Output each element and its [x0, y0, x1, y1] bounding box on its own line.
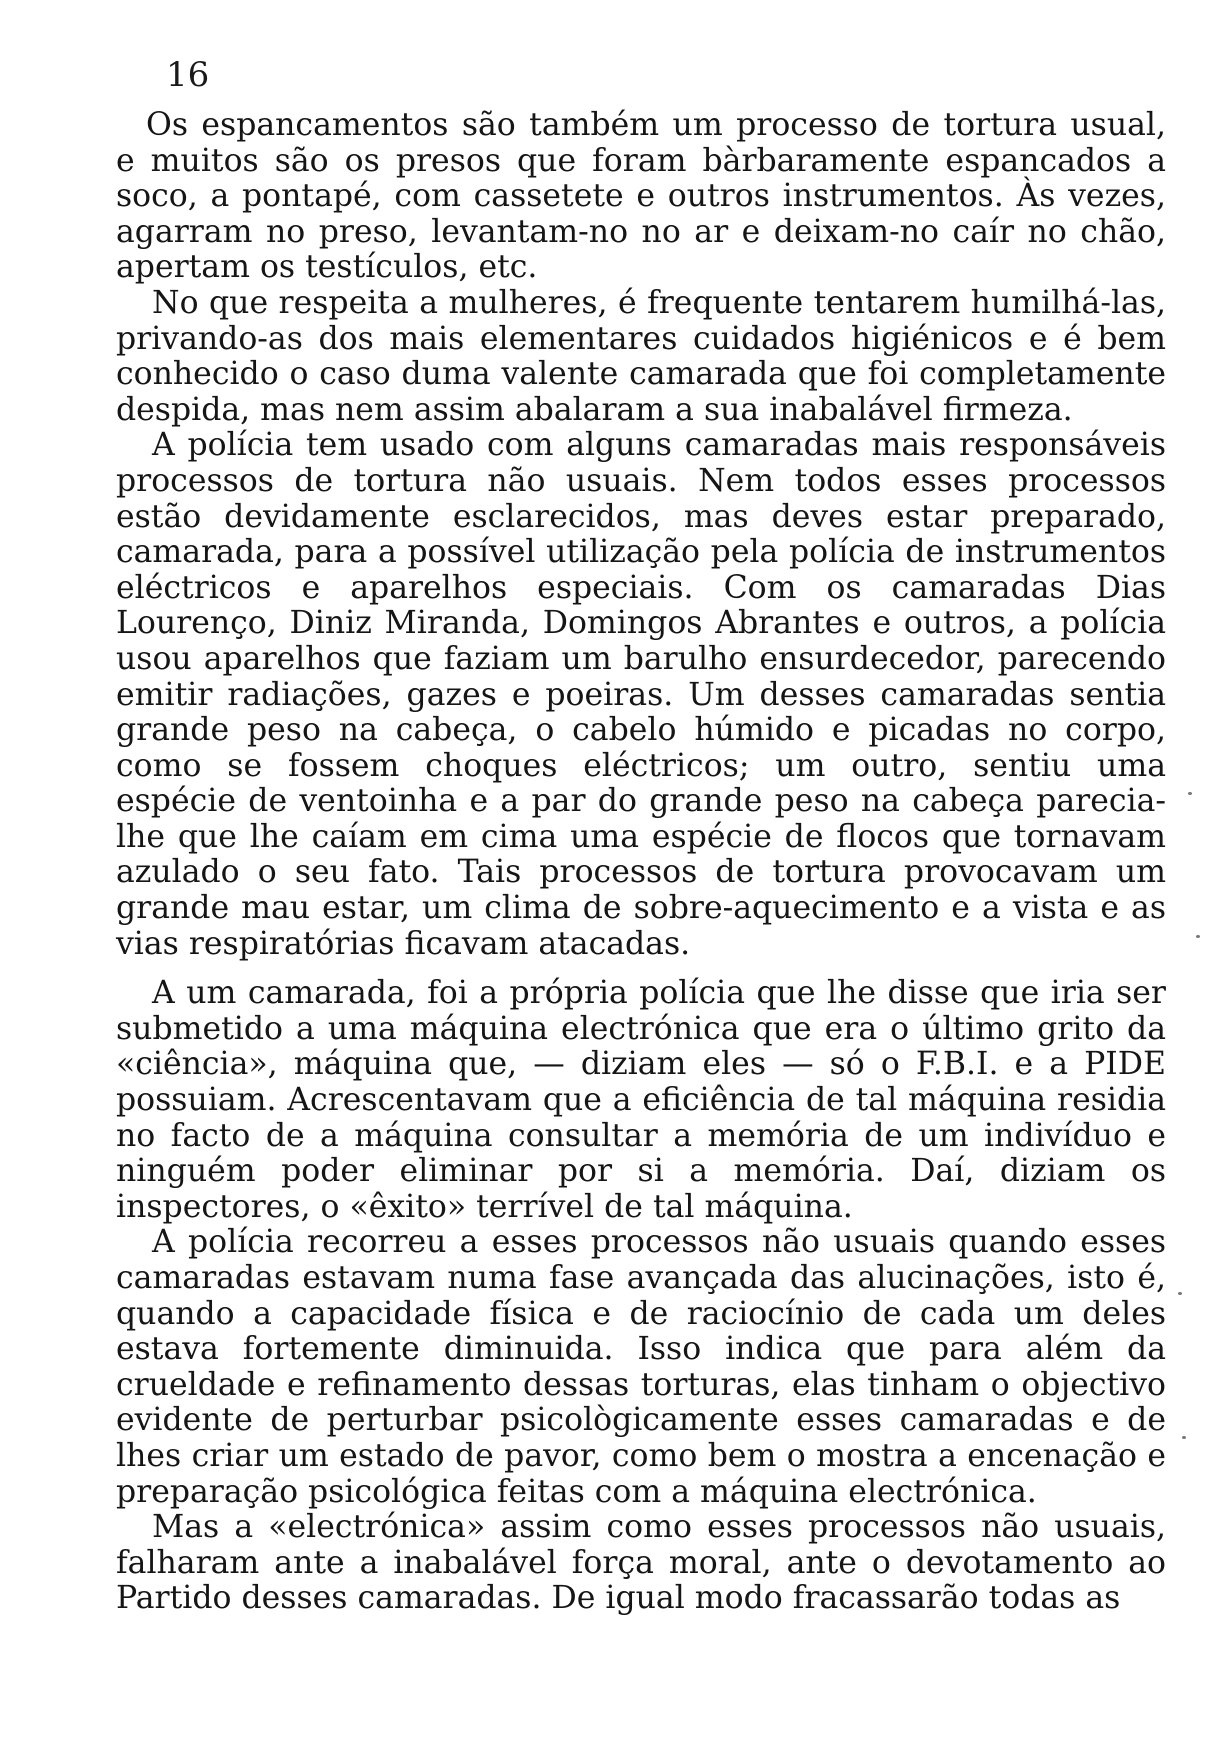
paragraph-electronic-machine: A um camarada, foi a própria polícia que lhe disse que iria ser submetido a uma máquina electrónica que era o último grito da «ciência», máquina que, — diziam eles — só o F.B.I. e a PIDE possuiam. Acrescentavam que a eficiência de tal máquina residia no facto de a máquina consultar a memória de um indivíduo e ninguém poder eliminar por si a memória. Daí, diziam os inspectores, o «êxito» terrível de tal máquina. — [116, 975, 1166, 1225]
paragraph-beatings: Os espancamentos são também um processo de tortura usual, e muitos são os presos que foram bàrbaramente espancados a soco, a pontapé, com cassetete e outros instrumentos. Às vezes, agarram no preso, levantam-no no ar e deixam-no caír no chão, apertam os testículos, etc. — [116, 107, 1166, 286]
page-number: 16 — [166, 55, 210, 95]
print-speck — [1182, 1436, 1186, 1439]
paragraph-failure: Mas a «electrónica» assim como esses processos não usuais, falharam ante a inabalável força moral, ante o devotamento ao Partido desses camaradas. De igual modo fracassarão todas as — [116, 1509, 1166, 1617]
paragraph-unusual-processes: A polícia tem usado com alguns camaradas mais responsáveis processos de tortura não usuais. Nem todos esses processos estão devidamente esclarecidos, mas deves estar preparado, camarada, para a possível utilização pela polícia de instrumentos eléctricos e aparelhos especiais. Com os camaradas Dias Lourenço, Diniz Miranda, Domingos Abrantes e outros, a polícia usou aparelhos que faziam um barulho ensurdecedor, parecendo emitir radiações, gazes e poeiras. Um desses camaradas sentia grande peso na cabeça, o cabelo húmido e picadas no corpo, como se fossem choques eléctricos; um outro, sentiu uma espécie de ventoinha e a par do grande peso na cabeça parecia-lhe que lhe caíam em cima uma espécie de flocos que tornavam azulado o seu fato. Tais processos de tortura provocavam um grande mau estar, um clima de sobre-aquecimento e a vista e as vias respiratórias ficavam atacadas. — [116, 427, 1166, 962]
print-speck — [1188, 792, 1192, 795]
body-text — [116, 108, 1166, 1617]
print-speck — [1196, 935, 1200, 938]
paragraph-women: No que respeita a mulheres, é frequente tentarem humilhá-las, privando-as dos mais elementares cuidados higiénicos e é bem conhecido o caso duma valente camarada que foi completamente despida, mas nem assim abalaram a sua inabalável firmeza. — [116, 284, 1166, 428]
paragraph-hallucinations: A polícia recorreu a esses processos não usuais quando esses camaradas estavam numa fase avançada das alucinações, isto é, quando a capacidade física e de raciocínio de cada um deles estava fortemente diminuida. Isso indica que para além da crueldade e refinamento dessas torturas, elas tinham o objectivo evidente de perturbar psicològicamente esses camaradas e de lhes criar um estado de pavor, como bem o mostra a encenação e preparação psicológica feitas com a máquina electrónica. — [116, 1224, 1166, 1510]
print-speck — [1178, 1292, 1182, 1295]
